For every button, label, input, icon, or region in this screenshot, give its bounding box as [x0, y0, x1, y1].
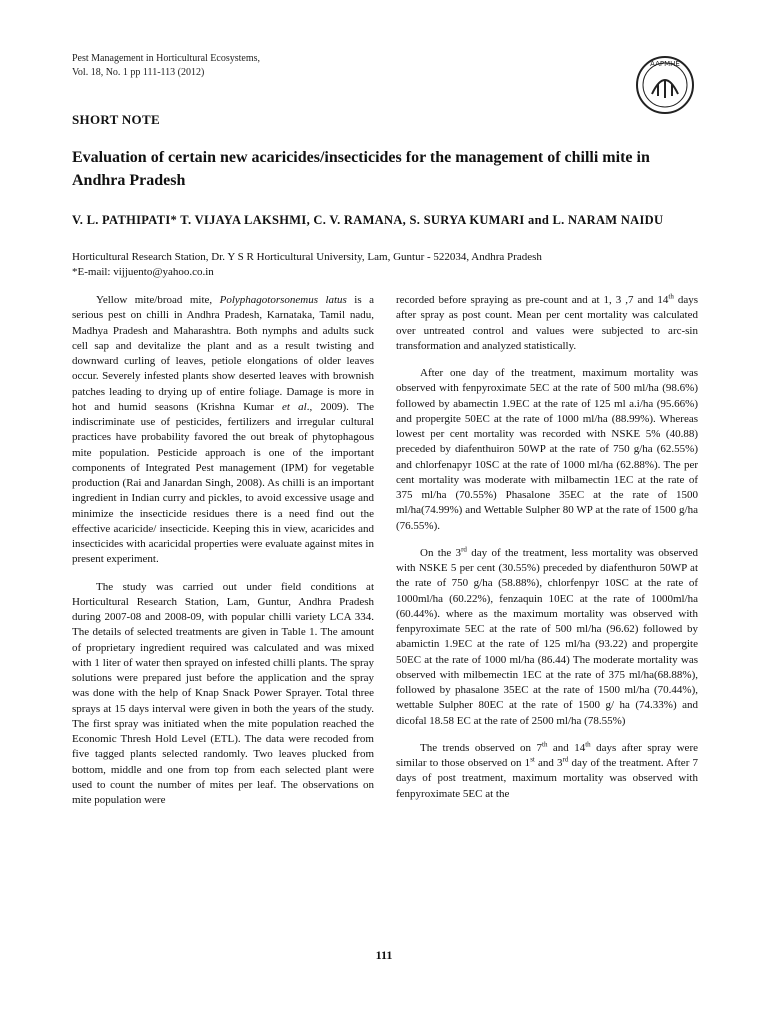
journal-citation: [72, 52, 260, 80]
intro-paragraph: Yellow mite/broad mite, Polyphagotorsonemus latus is a serious pest on chilli in Andhra Pradesh, Karnataka, Tamil nadu, Madhya Pradesh and Maharashtra. Both nymphs and adults suck cell sap and devitalize the plant and as a result twisting and downward curling of leaves, petiole elongations of older leaves occur. Severely infested plants show deserted leaves with brownish patches leading to drying up of entire foliage. Damage is more in hot and humid seasons (Krishna Kumar et al., 2009). The indiscriminate use of pesticides, fertilizers and irregular cultural practices have probability favored the out break of phytophagous mite population. Pesticide approach is one of the important components of Integrated Pest management (IPM) for vegetable production (Rai and Janardan Singh, 2008). As chilli is an important ingredient in Indian curry and pickles, to avoid excessive usage and minimize the insecticide residues there is a need find out the effective acaricide/ insecticide. Keeping this in view, acaricides and insecticides with acaricidal properties were evaluate against mites in present experiment.: [72, 294, 374, 566]
affiliation-block: [72, 250, 542, 280]
journal-name: Pest Management in Horticultural Ecosystems,: [72, 53, 261, 64]
methods-paragraph: The study was carried out under field conditions at Horticultural Research Station, Lam, Guntur, Andhra Pradesh during 2007-08 and 2008-09, with popular chilli variety LCA 334. The details of selected treatments are given in Table 1. The amount of proprietary ingredient required was calculated and was mixed with 1 liter of water then sprayed on infested chilli plants. The spray solutions were prepared just before the application and the spray was done with the help of Knap Snack Power Sprayer. Total three sprays at 15 days interval were given in both the years of the study. The first spray was initiated when the mite population reached the Economic Thresh Hold Level (ETL). The data were recoded from five tagged plants selected randomly. Two leaves plucked from bottom, middle and one from top from each selected plant were used to count the number of mites per leaf. The observations on mite population were: [72, 580, 374, 806]
affiliation: Horticultural Research Station, Dr. Y S R Horticultural University, Lam, Guntur - 522034, Andhra Pradesh: [72, 251, 542, 263]
day3-results-paragraph: On the 3rd day of the treatment, less mortality was observed with NSKE 5 per cent (30.55%) preceded by diafenthuron 50WP at the rate of 750 g/ha (58.88%), chlorfenpyr 10SC at the rate of 1000ml/ha (60.22%), fenzaquin 10EC at the rate of 1000ml/ha (60.44%). where as the maximum mortality was observed with fenpyroximate 5EC at the rate of 500 ml/ha (96.62) followed by abamictin 1.9EC at the rate of 125 ml/ha (93.22) and propergite 50EC at the rate of 1000 ml/ha (86.44) The moderate mortality was observed with milbemectin 1EC at the rate of 375 ml/ha(68.88%), followed by phasalone 35EC at the rate of 1500 ml/ha (70.44%), wettable Sulpher 80EC at the rate of 1500 g/ ha (74.33%) and dicofal 18.58 EC at the rate of 2500 ml/ha (78.55%): [396, 545, 698, 727]
day1-results-paragraph: After one day of the treatment, maximum mortality was observed with fenpyroximate 5EC at the rate of 500 ml/ha (98.6%) followed by abamectin 1.9EC at the rate of 125 ml a.i/ha (95.66%) and propergite 50EC at the rate of 1000 ml/ha (88.99%). Whereas lowest per cent mortality was recorded with NSKE 5% (40.88) preceded by diafenthuiron 50WP at the rate of 750 g/ha (62.55%) and chlorfenapyr 10SC at the rate of 1000 ml/ha (62.88%). The per cent mortality was moderate with milbamectin 1EC at the rate of 375 ml/ha (70.55%) Phasalone 35EC at the rate of 1500 ml/ha(74.99%) and Wettable Sulpher 80 WP at the rate of 1500 g/ha (76.55%).: [396, 367, 698, 532]
left-column: [72, 293, 374, 820]
journal-seal-logo: [634, 54, 696, 116]
right-column: [396, 293, 698, 814]
paper-title: Evaluation of certain new acaricides/insecticides for the management of chilli mite in Andhra Pradesh: [72, 149, 650, 189]
species-name: Polyphagotorsonemus latus: [219, 294, 347, 306]
section-label: SHORT NOTE: [72, 112, 160, 127]
logo-text: AAPMHE: [650, 60, 680, 68]
page-number: 111: [375, 948, 393, 962]
journal-volume: Vol. 18, No. 1 pp 111-113 (2012): [72, 67, 205, 78]
corresponding-email: *E-mail: vijjuento@yahoo.co.in: [72, 266, 214, 278]
methods-continued-paragraph: recorded before spraying as pre-count and at 1, 3 ,7 and 14th days after spray as post count. Mean per cent mortality was calculated over untreated control and values were subjected to arc-sin transformation and analyzed statistically.: [396, 292, 698, 352]
author-list: V. L. PATHIPATI* T. VIJAYA LAKSHMI, C. V. RAMANA, S. SURYA KUMARI and L. NARAM NAIDU: [72, 213, 664, 227]
trend-results-paragraph: The trends observed on 7th and 14th days after spray were similar to those observed on 1st and 3rd day of the treatment. After 7 days of post treatment, maximum mortality was observed with fenpyroximate 5EC at the: [396, 740, 698, 800]
